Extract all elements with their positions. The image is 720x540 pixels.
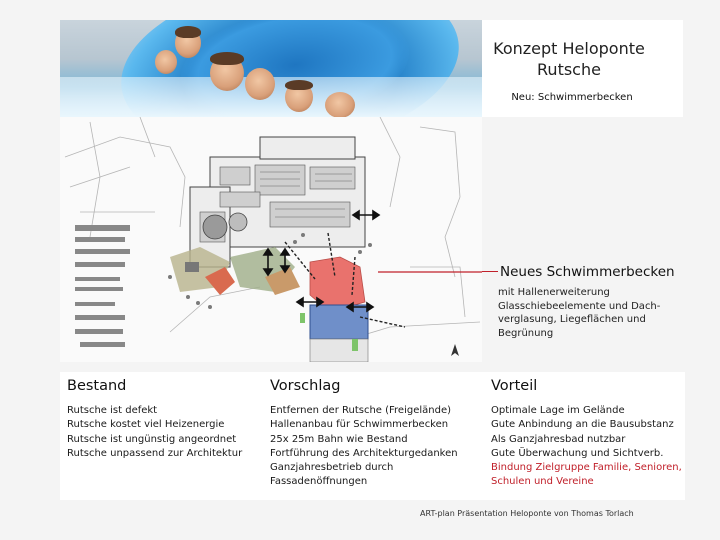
comparison-table <box>60 372 685 500</box>
table-cell: Gute Überwachung und Sichtverb. <box>491 447 664 459</box>
table-cell: Entfernen der Rutsche (Freigelände) <box>270 405 452 416</box>
annotation-title: Neues Schwimmerbecken <box>500 264 675 280</box>
annotation-text <box>498 286 698 340</box>
table-cell: Hallenanbau für Schwimmerbecken <box>270 419 449 431</box>
site-plan-drawing <box>60 117 482 362</box>
table-cell: Rutsche ist defekt <box>67 405 158 416</box>
title-panel <box>482 20 683 117</box>
table-cell: Rutsche unpassend zur Architektur <box>67 447 243 459</box>
column-items <box>491 404 682 490</box>
table-cell: Bindung Zielgruppe Familie, Senioren, <box>491 462 682 474</box>
annotation-line: mit Hallenerweiterung <box>498 287 610 298</box>
page-title <box>482 38 656 80</box>
title-line-1: Konzept Heloponte <box>493 39 645 58</box>
new-swimming-pool <box>310 305 368 339</box>
annotation-line: verglasung, Liegeflächen und <box>498 314 646 325</box>
callout-line-extension <box>482 271 498 272</box>
annotation-line: Glasschiebeelemente und Dach- <box>498 300 661 312</box>
table-cell: Gute Anbindung an die Bausubstanz <box>491 419 674 431</box>
column-header: Bestand <box>67 378 127 394</box>
table-cell: Fassadenöffnungen <box>270 476 368 488</box>
column-items <box>270 404 458 490</box>
table-cell: Schulen und Vereine <box>491 476 594 488</box>
table-cell: Rutsche kostet viel Heizenergie <box>67 419 225 431</box>
annotation-line: Begrünung <box>498 327 554 339</box>
site-plan <box>60 117 482 362</box>
table-cell: Rutsche ist ungünstig angeordnet <box>67 433 237 445</box>
table-cell: Als Ganzjahresbad nutzbar <box>491 433 626 445</box>
column-header: Vorschlag <box>270 378 341 394</box>
footer-credits: ART-plan Präsentation Heloponte von Thomas Torlach <box>420 509 634 518</box>
column-header: Vorteil <box>491 378 538 394</box>
page-subtitle: Neu: Schwimmerbecken <box>511 92 633 103</box>
table-cell: Fortführung des Architekturgedanken <box>270 447 458 459</box>
column-items <box>67 404 242 461</box>
water-slide-photo <box>60 20 482 117</box>
table-cell: Ganzjahresbetrieb durch <box>270 462 394 474</box>
table-cell: Optimale Lage im Gelände <box>491 405 625 416</box>
table-cell: 25x 25m Bahn wie Bestand <box>270 433 408 445</box>
title-line-2: Rutsche <box>537 60 601 79</box>
